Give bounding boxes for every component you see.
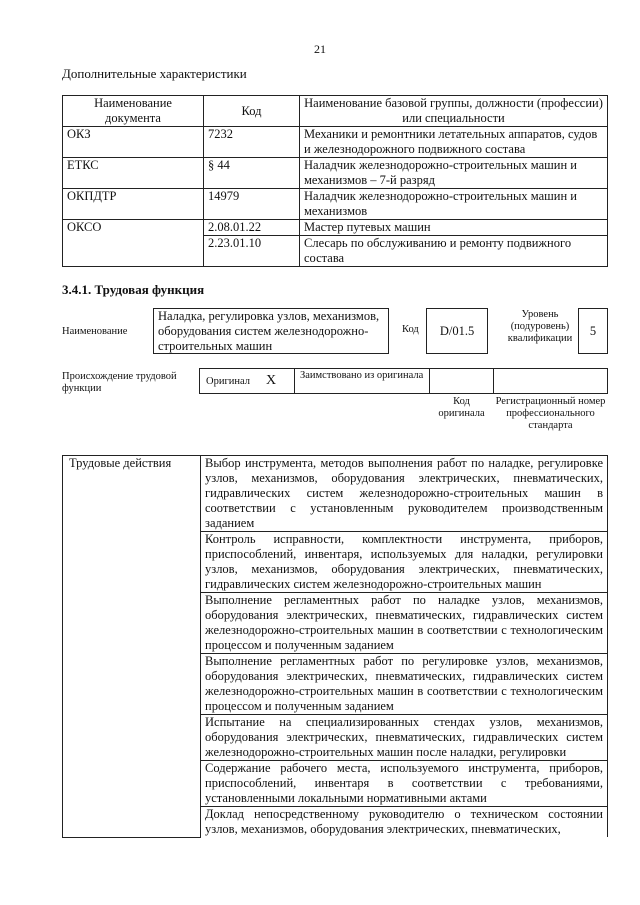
table-row (63, 158, 608, 189)
cell-name: Наладчик железнодорожно-строительных машин и механизмов (300, 189, 608, 220)
labor-actions-label: Трудовые действия (63, 456, 201, 838)
function-name-label: Наименование (62, 326, 128, 337)
origin-label: Происхождение трудовой функции (62, 371, 177, 394)
cell-doc: ОКЗ (63, 127, 204, 158)
table-header-row (63, 96, 608, 127)
header-code: Код (204, 96, 300, 127)
cell-code: 14979 (204, 189, 300, 220)
labor-action-item: Испытание на специализированных стендах узлов, механизмов, оборудования электрических, пневматических, гидравлических систем железнодорожно-строительных машин после наладки, регулировки (201, 715, 608, 761)
subsection-title: 3.4.1. Трудовая функция (62, 282, 205, 297)
table-row (63, 127, 608, 158)
cell-code: § 44 (204, 158, 300, 189)
labor-action-item: Выбор инструмента, методов выполнения работ по наладке, регулировке узлов, механизмов, оборудования электрических, пневматических, гидравлических систем железнодорожно-строительных машин в соответствии с установленным руководителем производственным заданием (201, 456, 608, 532)
labor-action-item: Выполнение регламентных работ по регулировке узлов, механизмов, оборудования электрических, пневматических, гидравлических систем железнодорожно-строительных машин в соответствии с технологическим процессом и полученным заданием (201, 654, 608, 715)
code-original-label: Код оригинала (438, 396, 485, 419)
original-mark: X (266, 373, 277, 388)
labor-actions-table (62, 455, 608, 838)
function-code-label: Код (402, 324, 419, 335)
reg-number-label: Регистрационный номер профессионального стандарта (495, 396, 606, 431)
table-row (63, 189, 608, 220)
page-number: 21 (314, 42, 326, 56)
function-name-value: Наладка, регулировка узлов, механизмов, оборудования систем железнодорожно-строительных машин (153, 308, 389, 354)
cell-name: Механики и ремонтники летательных аппаратов, судов и железнодорожного подвижного состава (300, 127, 608, 158)
cell-name: Мастер путевых машин (300, 220, 608, 236)
labor-action-item: Содержание рабочего места, используемого инструмента, приборов, приспособлений, инвентаря в соответствии с требованиями, установленными локальными нормативными актами (201, 761, 608, 807)
header-group-name: Наименование базовой группы, должности (профессии) или специальности (300, 96, 608, 127)
cell-doc: ОКПДТР (63, 189, 204, 220)
section-title: Дополнительные характеристики (62, 66, 247, 81)
original-label: Оригинал (206, 376, 250, 387)
table-row (63, 220, 608, 236)
reg-number-cell (493, 368, 608, 394)
cell-code: 2.23.01.10 (204, 236, 300, 267)
original-cell (199, 368, 295, 394)
labor-action-item: Выполнение регламентных работ по наладке узлов, механизмов, оборудования электрических, пневматических, гидравлических систем железнодорожно-строительных машин в соответствии с технологическим процессом и полученным заданием (201, 593, 608, 654)
cell-name: Наладчик железнодорожно-строительных машин и механизмов – 7-й разряд (300, 158, 608, 189)
qualification-level-label: Уровень (подуровень) квалификации (507, 309, 573, 344)
labor-action-item: Контроль исправности, комплектности инструмента, приборов, приспособлений, инвентаря, используемых для наладки, регулировки узлов, механизмов, оборудования электрических, пневматических, гидравлических систем железнодорожно-строительных машин (201, 532, 608, 593)
table-row (63, 456, 608, 532)
qualification-level-value: 5 (578, 308, 608, 354)
header-document: Наименование документа (63, 96, 204, 127)
borrowed-cell: Заимствовано из оригинала (294, 368, 430, 394)
code-original-cell (429, 368, 494, 394)
additional-characteristics-table (62, 95, 608, 267)
cell-code: 7232 (204, 127, 300, 158)
cell-name: Слесарь по обслуживанию и ремонту подвижного состава (300, 236, 608, 267)
cell-doc: ЕТКС (63, 158, 204, 189)
cell-doc: ОКСО (63, 220, 204, 267)
labor-action-item: Доклад непосредственному руководителю о техническом состоянии узлов, механизмов, оборудования электрических, пневматических, (201, 807, 608, 838)
cell-code: 2.08.01.22 (204, 220, 300, 236)
function-code-value: D/01.5 (426, 308, 488, 354)
